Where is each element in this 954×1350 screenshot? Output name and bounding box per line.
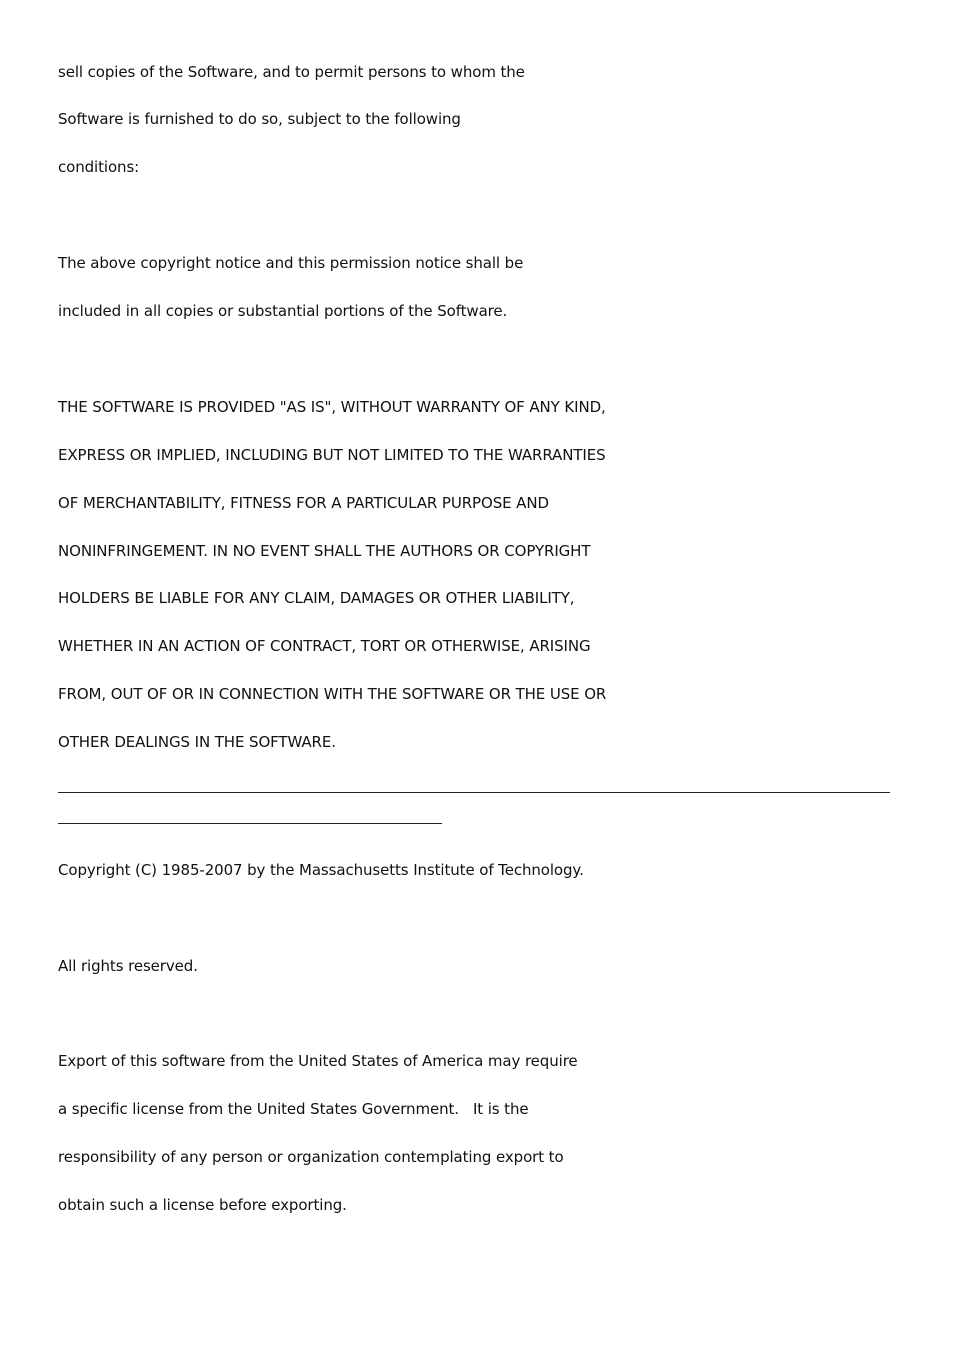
para4-line-1: Export of this software from the United States of America may require xyxy=(58,1052,578,1070)
separator-rule-long xyxy=(58,792,890,793)
para3-line-2: EXPRESS OR IMPLIED, INCLUDING BUT NOT LIMITED TO THE WARRANTIES xyxy=(58,446,606,464)
para3-line-5: HOLDERS BE LIABLE FOR ANY CLAIM, DAMAGES OR OTHER LIABILITY, xyxy=(58,589,575,607)
rights-line: All rights reserved. xyxy=(58,957,198,975)
para1-line-1: sell copies of the Software, and to permit persons to whom the xyxy=(58,63,525,81)
copyright-line: Copyright (C) 1985-2007 by the Massachusetts Institute of Technology. xyxy=(58,861,584,879)
para3-line-7: FROM, OUT OF OR IN CONNECTION WITH THE SOFTWARE OR THE USE OR xyxy=(58,685,607,703)
para4-line-2: a specific license from the United States Government. It is the xyxy=(58,1100,529,1118)
para1-line-3: conditions: xyxy=(58,158,140,176)
para3-line-6: WHETHER IN AN ACTION OF CONTRACT, TORT OR OTHERWISE, ARISING xyxy=(58,637,591,655)
para4-line-3: responsibility of any person or organization contemplating export to xyxy=(58,1148,564,1166)
para1-line-2: Software is furnished to do so, subject to the following xyxy=(58,110,461,128)
para2-line-1: The above copyright notice and this permission notice shall be xyxy=(58,254,524,272)
para2-line-2: included in all copies or substantial portions of the Software. xyxy=(58,302,508,320)
para3-line-3: OF MERCHANTABILITY, FITNESS FOR A PARTICULAR PURPOSE AND xyxy=(58,494,549,512)
para4-line-4: obtain such a license before exporting. xyxy=(58,1196,347,1214)
separator-rule-short xyxy=(58,823,442,824)
para3-line-1: THE SOFTWARE IS PROVIDED "AS IS", WITHOUT WARRANTY OF ANY KIND, xyxy=(58,398,606,416)
para3-line-4: NONINFRINGEMENT. IN NO EVENT SHALL THE AUTHORS OR COPYRIGHT xyxy=(58,542,591,560)
para3-line-8: OTHER DEALINGS IN THE SOFTWARE. xyxy=(58,733,336,751)
